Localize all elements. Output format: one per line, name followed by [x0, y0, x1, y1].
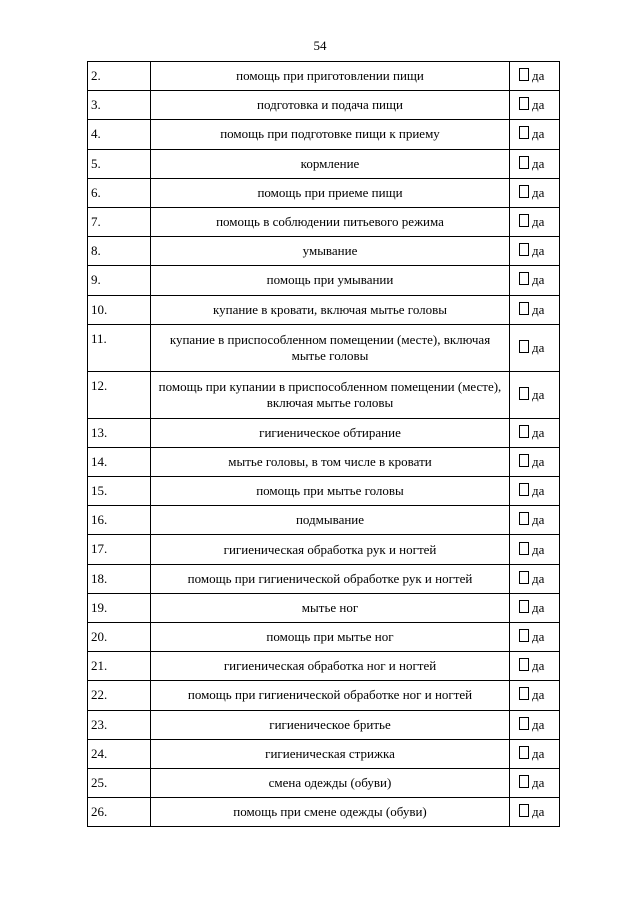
row-number: 4.	[88, 120, 151, 149]
yes-option[interactable]	[510, 798, 560, 827]
table-row	[88, 266, 560, 295]
row-number: 11.	[88, 324, 151, 371]
checkbox-icon[interactable]	[519, 542, 529, 555]
table-row	[88, 768, 560, 797]
yes-option[interactable]	[510, 418, 560, 447]
yes-option[interactable]	[510, 447, 560, 476]
yes-option[interactable]	[510, 623, 560, 652]
table-row	[88, 91, 560, 120]
yes-label: да	[532, 745, 545, 761]
checkbox-icon[interactable]	[519, 425, 529, 438]
yes-option[interactable]	[510, 768, 560, 797]
checkbox-icon[interactable]	[519, 483, 529, 496]
yes-option[interactable]	[510, 149, 560, 178]
services-table	[87, 61, 560, 827]
service-description: помощь при умывании	[151, 266, 510, 295]
yes-label: да	[532, 339, 545, 355]
table-row	[88, 237, 560, 266]
table-row	[88, 120, 560, 149]
yes-label: да	[532, 483, 545, 499]
service-description: помощь при мытье головы	[151, 477, 510, 506]
table-row	[88, 62, 560, 91]
row-number: 14.	[88, 447, 151, 476]
row-number: 6.	[88, 178, 151, 207]
checkbox-icon[interactable]	[519, 658, 529, 671]
yes-option[interactable]	[510, 710, 560, 739]
table-row	[88, 652, 560, 681]
yes-option[interactable]	[510, 207, 560, 236]
yes-label: да	[532, 541, 545, 557]
service-description: гигиеническая обработка рук и ногтей	[151, 535, 510, 564]
checkbox-icon[interactable]	[519, 302, 529, 315]
service-description: мытье головы, в том числе в кровати	[151, 447, 510, 476]
table-row	[88, 371, 560, 418]
service-description: гигиеническая стрижка	[151, 739, 510, 768]
service-description: помощь при смене одежды (обуви)	[151, 798, 510, 827]
service-description: смена одежды (обуви)	[151, 768, 510, 797]
row-number: 17.	[88, 535, 151, 564]
table-row	[88, 207, 560, 236]
service-description: помощь при мытье ног	[151, 623, 510, 652]
checkbox-icon[interactable]	[519, 387, 529, 400]
checkbox-icon[interactable]	[519, 243, 529, 256]
service-description: помощь при гигиенической обработке ног и ногтей	[151, 681, 510, 710]
row-number: 2.	[88, 62, 151, 91]
table-row	[88, 564, 560, 593]
row-number: 12.	[88, 371, 151, 418]
service-description: гигиеническая обработка ног и ногтей	[151, 652, 510, 681]
checkbox-icon[interactable]	[519, 68, 529, 81]
checkbox-icon[interactable]	[519, 571, 529, 584]
yes-option[interactable]	[510, 535, 560, 564]
checkbox-icon[interactable]	[519, 775, 529, 788]
service-description: купание в кровати, включая мытье головы	[151, 295, 510, 324]
table-row	[88, 593, 560, 622]
yes-label: да	[532, 658, 545, 674]
checkbox-icon[interactable]	[519, 454, 529, 467]
checkbox-icon[interactable]	[519, 600, 529, 613]
checkbox-icon[interactable]	[519, 629, 529, 642]
service-description: подготовка и подача пищи	[151, 91, 510, 120]
yes-label: да	[532, 570, 545, 586]
yes-option[interactable]	[510, 371, 560, 418]
services-table-body	[88, 62, 560, 827]
table-row	[88, 178, 560, 207]
yes-label: да	[532, 629, 545, 645]
service-description: помощь при приеме пищи	[151, 178, 510, 207]
yes-label: да	[532, 126, 545, 142]
page-number: 54	[313, 38, 327, 53]
checkbox-icon[interactable]	[519, 97, 529, 110]
yes-label: да	[532, 155, 545, 171]
table-row	[88, 447, 560, 476]
row-number: 15.	[88, 477, 151, 506]
yes-label: да	[532, 687, 545, 703]
yes-option[interactable]	[510, 506, 560, 535]
yes-label: да	[532, 272, 545, 288]
table-row	[88, 295, 560, 324]
checkbox-icon[interactable]	[519, 156, 529, 169]
row-number: 5.	[88, 149, 151, 178]
yes-label: да	[532, 97, 545, 113]
yes-label: да	[532, 68, 545, 84]
yes-label: да	[532, 599, 545, 615]
yes-option[interactable]	[510, 593, 560, 622]
yes-option[interactable]	[510, 237, 560, 266]
service-description: помощь при гигиенической обработке рук и ногтей	[151, 564, 510, 593]
yes-label: да	[532, 214, 545, 230]
row-number: 13.	[88, 418, 151, 447]
service-description: помощь при подготовке пищи к приему	[151, 120, 510, 149]
yes-label: да	[532, 804, 545, 820]
table-row	[88, 324, 560, 371]
service-description: гигиеническое обтирание	[151, 418, 510, 447]
checkbox-icon[interactable]	[519, 746, 529, 759]
row-number: 19.	[88, 593, 151, 622]
service-description: помощь при купании в приспособленном помещении (месте), включая мытье головы	[151, 371, 510, 418]
checkbox-icon[interactable]	[519, 340, 529, 353]
yes-option[interactable]	[510, 324, 560, 371]
table-row	[88, 739, 560, 768]
row-number: 7.	[88, 207, 151, 236]
row-number: 18.	[88, 564, 151, 593]
yes-option[interactable]	[510, 295, 560, 324]
row-number: 21.	[88, 652, 151, 681]
row-number: 23.	[88, 710, 151, 739]
table-row	[88, 149, 560, 178]
yes-option[interactable]	[510, 62, 560, 91]
row-number: 26.	[88, 798, 151, 827]
row-number: 3.	[88, 91, 151, 120]
yes-option[interactable]	[510, 477, 560, 506]
row-number: 16.	[88, 506, 151, 535]
checkbox-icon[interactable]	[519, 687, 529, 700]
yes-label: да	[532, 453, 545, 469]
row-number: 24.	[88, 739, 151, 768]
row-number: 10.	[88, 295, 151, 324]
service-description: мытье ног	[151, 593, 510, 622]
checkbox-icon[interactable]	[519, 126, 529, 139]
service-description: подмывание	[151, 506, 510, 535]
table-row	[88, 418, 560, 447]
checkbox-icon[interactable]	[519, 512, 529, 525]
table-row	[88, 681, 560, 710]
row-number: 9.	[88, 266, 151, 295]
table-row	[88, 535, 560, 564]
yes-option[interactable]	[510, 120, 560, 149]
yes-option[interactable]	[510, 266, 560, 295]
yes-label: да	[532, 184, 545, 200]
yes-option[interactable]	[510, 652, 560, 681]
yes-option[interactable]	[510, 91, 560, 120]
table-row	[88, 798, 560, 827]
yes-label: да	[532, 386, 545, 402]
table-row	[88, 623, 560, 652]
yes-option[interactable]	[510, 681, 560, 710]
checkbox-icon[interactable]	[519, 214, 529, 227]
service-description: кормление	[151, 149, 510, 178]
yes-label: да	[532, 301, 545, 317]
row-number: 22.	[88, 681, 151, 710]
checkbox-icon[interactable]	[519, 185, 529, 198]
yes-label: да	[532, 716, 545, 732]
row-number: 8.	[88, 237, 151, 266]
yes-label: да	[532, 424, 545, 440]
yes-option[interactable]	[510, 564, 560, 593]
table-row	[88, 477, 560, 506]
table-row	[88, 506, 560, 535]
yes-label: да	[532, 512, 545, 528]
row-number: 25.	[88, 768, 151, 797]
row-number: 20.	[88, 623, 151, 652]
checkbox-icon[interactable]	[519, 272, 529, 285]
checkbox-icon[interactable]	[519, 804, 529, 817]
yes-option[interactable]	[510, 178, 560, 207]
service-description: гигиеническое бритье	[151, 710, 510, 739]
service-description: помощь в соблюдении питьевого режима	[151, 207, 510, 236]
checkbox-icon[interactable]	[519, 717, 529, 730]
yes-label: да	[532, 775, 545, 791]
service-description: купание в приспособленном помещении (месте), включая мытье головы	[151, 324, 510, 371]
table-row	[88, 710, 560, 739]
service-description: помощь при приготовлении пищи	[151, 62, 510, 91]
yes-label: да	[532, 243, 545, 259]
yes-option[interactable]	[510, 739, 560, 768]
service-description: умывание	[151, 237, 510, 266]
